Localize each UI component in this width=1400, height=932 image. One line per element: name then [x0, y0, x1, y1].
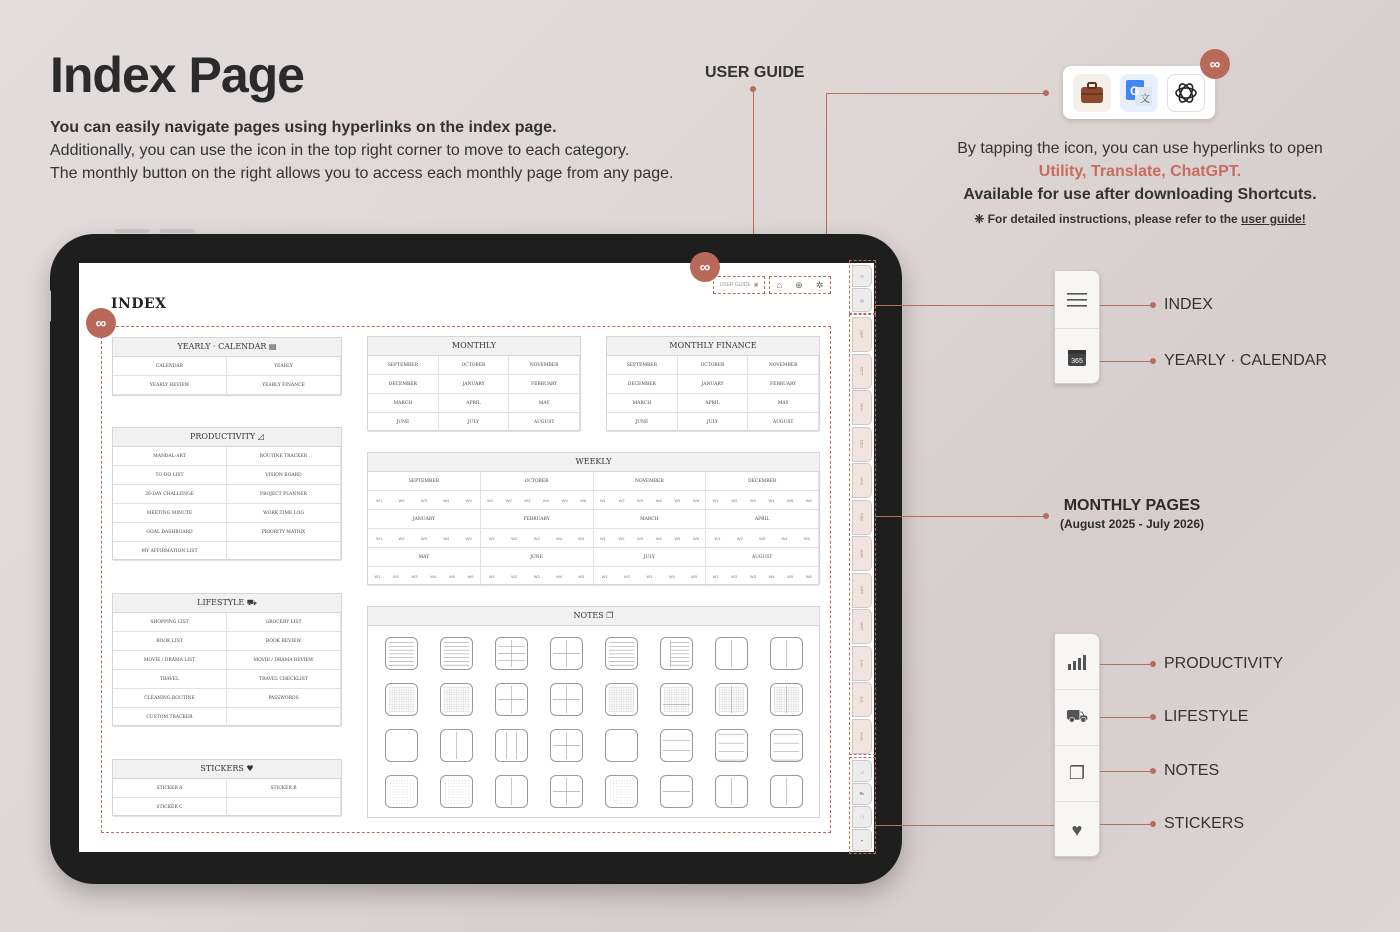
index-link-cell[interactable]: GOAL DASHBOARD	[113, 523, 227, 542]
week-link[interactable]: W4	[430, 573, 437, 579]
weekly-month-cell[interactable]: MAY	[368, 548, 481, 567]
heart-icon[interactable]: ♥	[1055, 802, 1099, 857]
weekly-month-cell[interactable]: FEBRUARY	[481, 510, 594, 529]
week-link[interactable]: W6	[467, 573, 474, 579]
productivity-header-text: PRODUCTIVITY	[190, 432, 256, 441]
index-link-cell[interactable]: MARCH	[368, 394, 439, 413]
tablet-button	[47, 290, 51, 322]
index-link-cell[interactable]: BOOK LIST	[113, 632, 227, 651]
week-link[interactable]: W2	[398, 497, 405, 503]
weekly-week-row	[594, 529, 707, 548]
shortcut-desc-line-3: Available for use after downloading Shortcuts.	[963, 186, 1317, 203]
index-link-cell[interactable]: ROUTINE TRACKER	[227, 447, 341, 466]
weekly-week-row	[594, 567, 707, 586]
week-link[interactable]: W3	[646, 573, 653, 579]
note-template-button[interactable]	[660, 729, 693, 762]
connector-dot	[1150, 661, 1156, 667]
index-link-cell[interactable]: YEARLY FINANCE	[227, 376, 341, 395]
monthly-finance-header: MONTHLY FINANCE	[607, 337, 819, 356]
index-link-cell[interactable]: AUGUST	[748, 413, 819, 432]
user-guide-button[interactable]	[713, 276, 765, 294]
connector-line	[875, 516, 1045, 517]
category-callout-card	[1054, 633, 1100, 857]
planner-title: INDEX	[111, 296, 167, 312]
shortcut-apps: Utility, Translate, ChatGPT.	[1038, 163, 1242, 180]
week-link[interactable]: W4	[555, 535, 562, 541]
index-link-cell[interactable]: STICKER B	[227, 779, 341, 798]
settings-icon[interactable]: ✲	[815, 279, 824, 290]
week-link[interactable]: W3	[637, 497, 644, 503]
index-link-cell[interactable]: SEPTEMBER	[607, 356, 678, 375]
index-tab-menu-icon[interactable]: ☰	[852, 265, 872, 287]
connector-line	[875, 305, 1055, 306]
svg-text:G: G	[1129, 83, 1140, 98]
connector-dot	[1150, 821, 1156, 827]
shortcut-note-text: ❈ For detailed instructions, please refer to the	[974, 212, 1242, 226]
index-link-cell[interactable]: MY AFFIRMATION LIST	[113, 542, 227, 561]
week-link[interactable]: W5	[465, 497, 472, 503]
week-link[interactable]: W4	[542, 497, 549, 503]
calendar-tab-icon[interactable]: ▤	[852, 288, 872, 312]
index-link-cell[interactable]: PROJECT PLANNER	[227, 485, 341, 504]
lifestyle-cells	[113, 613, 341, 727]
index-link-cell[interactable]: BOOK REVIEW	[227, 632, 341, 651]
week-link[interactable]: W1	[374, 573, 381, 579]
note-template-button[interactable]	[605, 683, 638, 716]
connector-line	[1100, 771, 1152, 772]
index-link-cell[interactable]: JANUARY	[439, 375, 510, 394]
index-link-cell[interactable]: STICKER C	[113, 798, 227, 817]
index-link-cell[interactable]: SHOPPING LIST	[113, 613, 227, 632]
callout-stickers: STICKERS	[1164, 815, 1245, 832]
index-link-cell[interactable]: APRIL	[678, 394, 749, 413]
week-link[interactable]: W1	[488, 573, 495, 579]
link-icon: ∞	[690, 252, 720, 282]
connector-line	[826, 93, 1046, 94]
stickers-header-text: STICKERS	[200, 764, 244, 773]
connector-line	[1100, 664, 1152, 665]
week-link[interactable]: W4	[443, 535, 450, 541]
note-template-button[interactable]	[550, 637, 583, 670]
week-link[interactable]: W5	[674, 497, 681, 503]
week-link[interactable]: W2	[511, 573, 518, 579]
month-tab[interactable]: JUL	[852, 682, 872, 717]
yearly-cells	[113, 357, 341, 395]
weekly-cells	[368, 472, 819, 586]
index-link-cell[interactable]: PRIORITY MATRIX	[227, 523, 341, 542]
yearly-header: YEARLY · CALENDAR ▤	[113, 338, 341, 357]
notes-table	[367, 606, 820, 818]
weekly-week-row	[706, 567, 819, 586]
stickers-header: STICKERS ♥	[113, 760, 341, 779]
weekly-month-cell[interactable]: JULY	[594, 548, 707, 567]
month-tab[interactable]: NOV	[852, 390, 872, 425]
week-link[interactable]: W3	[533, 573, 540, 579]
lifestyle-tab-icon[interactable]: ⛟	[852, 783, 872, 805]
weekly-week-row	[368, 567, 481, 586]
index-link-cell[interactable]: MAY	[748, 394, 819, 413]
connector-dot	[1150, 768, 1156, 774]
monthly-cells	[368, 356, 580, 432]
index-callout-card	[1054, 270, 1100, 384]
week-link[interactable]: W1	[599, 535, 606, 541]
tablet-button	[160, 229, 195, 233]
week-link[interactable]: W5	[578, 535, 585, 541]
index-link-cell[interactable]: OCTOBER	[678, 356, 749, 375]
chatgpt-icon[interactable]	[1167, 74, 1205, 112]
week-link[interactable]: W1	[714, 535, 721, 541]
note-template-button[interactable]	[715, 729, 748, 762]
lifestyle-table	[112, 593, 342, 726]
week-link[interactable]: W5	[787, 573, 794, 579]
index-link-cell[interactable]: TRAVEL	[113, 670, 227, 689]
weekly-week-row	[481, 529, 594, 548]
weekly-month-cell[interactable]: NOVEMBER	[594, 472, 707, 491]
week-link[interactable]: W1	[376, 535, 383, 541]
week-link[interactable]: W2	[731, 497, 738, 503]
note-template-button[interactable]	[605, 637, 638, 670]
week-link[interactable]: W2	[618, 497, 625, 503]
weekly-month-cell[interactable]: OCTOBER	[481, 472, 594, 491]
week-link[interactable]: W1	[712, 497, 719, 503]
note-template-button[interactable]	[440, 637, 473, 670]
note-template-button[interactable]	[715, 637, 748, 670]
briefcase-icon[interactable]	[1073, 74, 1111, 112]
index-link-cell[interactable]: AUGUST	[509, 413, 580, 432]
index-link-cell[interactable]: APRIL	[439, 394, 510, 413]
weekly-week-row	[481, 567, 594, 586]
index-link-cell[interactable]: TRAVEL CHECKLIST	[227, 670, 341, 689]
user-guide-link[interactable]: user guide!	[1241, 212, 1306, 226]
index-link-cell[interactable]: JULY	[678, 413, 749, 432]
week-link[interactable]: W1	[601, 573, 608, 579]
week-link[interactable]: W2	[505, 497, 512, 503]
callout-index: INDEX	[1164, 296, 1213, 313]
index-link-cell[interactable]: FEBRUARY	[509, 375, 580, 394]
month-tab[interactable]: OCT	[852, 354, 872, 389]
tablet-button	[115, 229, 150, 233]
week-link[interactable]: W3	[411, 573, 418, 579]
menu-icon[interactable]	[1055, 271, 1099, 329]
cart-icon[interactable]: ⛟	[1055, 690, 1099, 746]
briefcase-icon[interactable]: ⌂	[776, 280, 783, 290]
week-link[interactable]: W2	[731, 573, 738, 579]
week-link[interactable]: W3	[749, 573, 756, 579]
index-link-cell[interactable]: MAY	[509, 394, 580, 413]
week-link[interactable]: W4	[555, 573, 562, 579]
notes-header-text: NOTES	[573, 611, 604, 620]
weekly-month-cell[interactable]: APRIL	[706, 510, 819, 529]
connector-dot	[1150, 302, 1156, 308]
note-template-button[interactable]	[770, 729, 803, 762]
info-icon: ▣	[753, 282, 759, 288]
productivity-tab-icon[interactable]: ◿	[852, 760, 872, 782]
page-description	[50, 116, 673, 185]
index-link-cell[interactable]: 30-DAY CHALLENGE	[113, 485, 227, 504]
note-template-button[interactable]	[495, 683, 528, 716]
weekly-month-cell[interactable]: DECEMBER	[706, 472, 819, 491]
calendar-icon[interactable]	[1055, 329, 1099, 384]
week-link[interactable]: W6	[692, 535, 699, 541]
connector-line	[1100, 361, 1152, 362]
calendar-badge-text: 365	[1071, 357, 1083, 365]
note-template-button[interactable]	[660, 775, 693, 808]
user-guide-button-label: USER GUIDE	[719, 282, 751, 288]
index-link-cell[interactable]: SEPTEMBER	[368, 356, 439, 375]
week-link[interactable]: W4	[768, 573, 775, 579]
callout-lifestyle: LIFESTYLE	[1164, 708, 1249, 725]
weekly-header: WEEKLY	[368, 453, 819, 472]
callout-monthly-pages: MONTHLY PAGES	[1063, 497, 1201, 514]
index-link-cell[interactable]: WORK TIME LOG	[227, 504, 341, 523]
index-link-cell[interactable]: TO-DO LIST	[113, 466, 227, 485]
index-link-cell[interactable]: MANDAL-ART	[113, 447, 227, 466]
note-template-button[interactable]	[715, 683, 748, 716]
index-link-cell[interactable]: MEETING MINUTE	[113, 504, 227, 523]
index-link-cell[interactable]: CALENDAR	[113, 357, 227, 376]
note-template-button[interactable]	[440, 775, 473, 808]
week-link[interactable]: W4	[443, 497, 450, 503]
note-template-button[interactable]	[385, 683, 418, 716]
week-link[interactable]: W4	[768, 497, 775, 503]
note-template-button[interactable]	[550, 775, 583, 808]
chart-icon[interactable]	[1055, 634, 1099, 690]
stickers-cells	[113, 779, 341, 817]
productivity-table	[112, 427, 342, 560]
yearly-header-text: YEARLY · CALENDAR	[177, 342, 267, 351]
month-tab[interactable]: MAY	[852, 609, 872, 644]
note-template-button[interactable]	[385, 637, 418, 670]
shortcut-desc-line-1: By tapping the icon, you can use hyperlinks to open	[957, 140, 1323, 157]
productivity-cells	[113, 447, 341, 561]
week-link[interactable]: W2	[618, 535, 625, 541]
week-link[interactable]: W6	[805, 573, 812, 579]
weekly-month-cell[interactable]: SEPTEMBER	[368, 472, 481, 491]
index-link-cell[interactable]: YEARLY	[227, 357, 341, 376]
week-link[interactable]: W4	[655, 497, 662, 503]
index-link-cell[interactable]: CUSTOM TRACKER	[113, 708, 227, 727]
index-link-cell[interactable]: MARCH	[607, 394, 678, 413]
note-template-button[interactable]	[660, 637, 693, 670]
index-link-cell[interactable]: FEBRUARY	[748, 375, 819, 394]
week-link[interactable]: W4	[781, 535, 788, 541]
note-template-button[interactable]	[495, 775, 528, 808]
month-tab[interactable]: DEC	[852, 427, 872, 462]
week-link[interactable]: W5	[674, 535, 681, 541]
week-link[interactable]: W5	[465, 535, 472, 541]
note-template-button[interactable]	[495, 637, 528, 670]
shortcut-note	[940, 212, 1340, 226]
week-link[interactable]: W2	[736, 535, 743, 541]
empty-cell	[227, 708, 341, 727]
weekly-week-row	[706, 529, 819, 548]
weekly-month-cell[interactable]: JUNE	[481, 548, 594, 567]
page-title: Index Page	[50, 47, 304, 103]
week-link[interactable]: W1	[488, 535, 495, 541]
index-link-cell[interactable]: DECEMBER	[607, 375, 678, 394]
connector-line	[1100, 824, 1152, 825]
week-link[interactable]: W5	[787, 497, 794, 503]
svg-text:文: 文	[1139, 93, 1150, 105]
callout-monthly-range: (August 2025 - July 2026)	[1059, 517, 1205, 531]
month-tab[interactable]: FEB	[852, 500, 872, 535]
index-link-cell[interactable]: DECEMBER	[368, 375, 439, 394]
note-template-button[interactable]	[385, 775, 418, 808]
index-link-cell[interactable]: STICKER A	[113, 779, 227, 798]
monthly-table	[367, 336, 581, 431]
lifestyle-header-text: LIFESTYLE	[197, 598, 245, 607]
user-guide-label: USER GUIDE	[705, 64, 805, 81]
weekly-month-cell[interactable]: MARCH	[594, 510, 707, 529]
index-link-cell[interactable]: PASSWORDS	[227, 689, 341, 708]
month-tab[interactable]: MAR	[852, 536, 872, 571]
weekly-month-cell[interactable]: AUGUST	[706, 548, 819, 567]
note-template-button[interactable]	[550, 683, 583, 716]
connector-line	[1100, 717, 1152, 718]
callout-yearly-calendar: YEARLY · CALENDAR	[1164, 352, 1328, 369]
note-template-button[interactable]	[715, 775, 748, 808]
weekly-table	[367, 452, 820, 585]
callout-productivity: PRODUCTIVITY	[1164, 655, 1284, 672]
description-line-2: Additionally, you can use the icon in the top right corner to move to each category.	[50, 142, 630, 159]
week-link[interactable]: W1	[376, 497, 383, 503]
week-link[interactable]: W3	[420, 497, 427, 503]
week-link[interactable]: W1	[712, 573, 719, 579]
lifestyle-header: LIFESTYLE ⛟	[113, 594, 341, 613]
link-icon: ∞	[86, 308, 116, 338]
weekly-week-row	[368, 491, 481, 510]
stickers-table	[112, 759, 342, 816]
productivity-header: PRODUCTIVITY ◿	[113, 428, 341, 447]
month-tab[interactable]: SEP	[852, 317, 872, 352]
week-link[interactable]: W3	[524, 497, 531, 503]
week-link[interactable]: W2	[392, 573, 399, 579]
monthly-finance-table	[606, 336, 820, 431]
week-link[interactable]: W5	[803, 535, 810, 541]
index-link-cell[interactable]: CLEANING ROUTINE	[113, 689, 227, 708]
note-template-button[interactable]	[605, 775, 638, 808]
week-link[interactable]: W6	[692, 497, 699, 503]
week-link[interactable]: W3	[637, 535, 644, 541]
week-link[interactable]: W5	[691, 573, 698, 579]
index-link-cell[interactable]: YEARLY REVIEW	[113, 376, 227, 395]
week-link[interactable]: W3	[749, 497, 756, 503]
weekly-week-row	[481, 491, 594, 510]
week-link[interactable]: W2	[398, 535, 405, 541]
week-link[interactable]: W5	[561, 497, 568, 503]
week-link[interactable]: W1	[599, 497, 606, 503]
index-link-cell[interactable]: NOVEMBER	[748, 356, 819, 375]
connector-line	[1100, 305, 1152, 306]
globe-icon[interactable]: ⊕	[795, 279, 803, 290]
category-icons	[769, 276, 831, 294]
index-link-cell[interactable]: JANUARY	[678, 375, 749, 394]
note-template-button[interactable]	[770, 775, 803, 808]
notes-templates	[368, 626, 819, 818]
index-link-cell[interactable]: JUNE	[368, 413, 439, 432]
note-template-button[interactable]	[440, 683, 473, 716]
week-link[interactable]: W6	[805, 497, 812, 503]
link-icon: ∞	[1200, 49, 1230, 79]
note-template-button[interactable]	[770, 683, 803, 716]
index-link-cell[interactable]: JUNE	[607, 413, 678, 432]
index-link-cell[interactable]: MOVIE / DRAMA LIST	[113, 651, 227, 670]
note-template-button[interactable]	[660, 683, 693, 716]
note-template-button[interactable]	[605, 729, 638, 762]
note-template-button[interactable]	[495, 729, 528, 762]
shortcut-icons-card	[1063, 66, 1215, 119]
weekly-week-row	[706, 491, 819, 510]
week-link[interactable]: W5	[448, 573, 455, 579]
empty-cell	[227, 798, 341, 817]
note-template-button[interactable]	[440, 729, 473, 762]
index-link-cell[interactable]: JULY	[439, 413, 510, 432]
weekly-week-row	[368, 529, 481, 548]
yearly-table	[112, 337, 342, 396]
monthly-finance-cells	[607, 356, 819, 432]
week-link[interactable]: W3	[420, 535, 427, 541]
notes-tab-icon[interactable]: ❐	[852, 806, 872, 828]
index-link-cell[interactable]: GROCERY LIST	[227, 613, 341, 632]
week-link[interactable]: W3	[759, 535, 766, 541]
translate-icon[interactable]	[1120, 74, 1158, 112]
notes-header: NOTES ❐	[368, 607, 819, 626]
weekly-month-cell[interactable]: JANUARY	[368, 510, 481, 529]
description-line-1: You can easily navigate pages using hyperlinks on the index page.	[50, 119, 557, 136]
empty-cell	[227, 542, 341, 561]
week-link[interactable]: W1	[487, 497, 494, 503]
callout-notes: NOTES	[1164, 762, 1220, 779]
week-link[interactable]: W5	[578, 573, 585, 579]
note-template-button[interactable]	[770, 637, 803, 670]
index-link-cell[interactable]: OCTOBER	[439, 356, 510, 375]
stickers-tab-icon[interactable]: ♥	[852, 829, 872, 851]
week-link[interactable]: W2	[511, 535, 518, 541]
week-link[interactable]: W4	[668, 573, 675, 579]
note-template-button[interactable]	[550, 729, 583, 762]
weekly-week-row	[594, 491, 707, 510]
month-tab[interactable]: JAN	[852, 463, 872, 498]
note-icon[interactable]: ❐	[1055, 746, 1099, 802]
month-tab[interactable]: AUG	[852, 719, 872, 754]
index-link-cell[interactable]: NOVEMBER	[509, 356, 580, 375]
index-link-cell[interactable]: VISION BOARD	[227, 466, 341, 485]
description-line-3: The monthly button on the right allows you to access each monthly page from any page.	[50, 165, 674, 182]
week-link[interactable]: W3	[533, 535, 540, 541]
connector-line	[875, 825, 1055, 826]
month-tab[interactable]: APR	[852, 573, 872, 608]
week-link[interactable]: W4	[655, 535, 662, 541]
month-tab[interactable]: JUN	[852, 646, 872, 681]
week-link[interactable]: W6	[580, 497, 587, 503]
week-link[interactable]: W2	[624, 573, 631, 579]
note-template-button[interactable]	[385, 729, 418, 762]
connector-dot	[1150, 714, 1156, 720]
connector-dot	[1150, 358, 1156, 364]
index-link-cell[interactable]: MOVIE / DRAMA REVIEW	[227, 651, 341, 670]
monthly-header: MONTHLY	[368, 337, 580, 356]
